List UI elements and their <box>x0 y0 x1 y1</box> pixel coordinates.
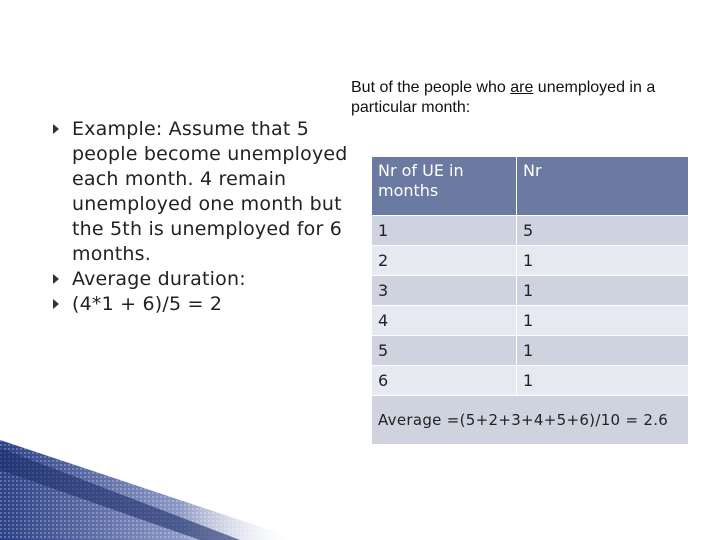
intro-after: unemployed in a particular month: <box>351 79 656 116</box>
bullet-item-example <box>50 117 350 267</box>
cell-months: 3 <box>372 276 517 306</box>
cell-nr: 5 <box>517 216 689 246</box>
cell-nr: 1 <box>517 366 689 396</box>
triangle-bullet-icon <box>53 274 59 284</box>
bullet-text: Average duration: <box>72 268 246 290</box>
table-header-row <box>372 157 689 216</box>
decorative-texture <box>0 440 300 540</box>
average-cell: Average =(5+2+3+4+5+6)/10 = 2.6 <box>372 396 689 445</box>
intro-underlined-word: are <box>510 79 534 96</box>
header-nr: Nr <box>517 157 689 216</box>
table-row <box>372 306 689 336</box>
bullet-item-average-duration <box>50 267 350 292</box>
cell-months: 4 <box>372 306 517 336</box>
table-row <box>372 246 689 276</box>
cell-nr: 1 <box>517 336 689 366</box>
table-footer-row <box>372 396 689 445</box>
table-row <box>372 336 689 366</box>
cell-months: 5 <box>372 336 517 366</box>
bullet-text: Example: Assume that 5 people become unemployed each month. 4 remain unemployed one month but the 5th is unemployed for 6 months. <box>72 118 348 265</box>
bullet-item-formula <box>50 292 350 317</box>
table-row <box>372 216 689 246</box>
table-intro-text <box>351 78 701 118</box>
slide-decoration <box>0 440 720 540</box>
cell-months: 6 <box>372 366 517 396</box>
intro-before: But of the people who <box>351 79 511 96</box>
header-months: Nr of UE in months <box>372 157 517 216</box>
cell-nr: 1 <box>517 246 689 276</box>
cell-months: 2 <box>372 246 517 276</box>
cell-nr: 1 <box>517 276 689 306</box>
unemployment-duration-table <box>371 156 689 445</box>
cell-nr: 1 <box>517 306 689 336</box>
table-row <box>372 366 689 396</box>
table-row <box>372 276 689 306</box>
cell-months: 1 <box>372 216 517 246</box>
bullet-text: (4*1 + 6)/5 = 2 <box>72 293 223 315</box>
triangle-bullet-icon <box>53 299 59 309</box>
triangle-bullet-icon <box>53 124 59 134</box>
bullet-list <box>50 117 350 317</box>
